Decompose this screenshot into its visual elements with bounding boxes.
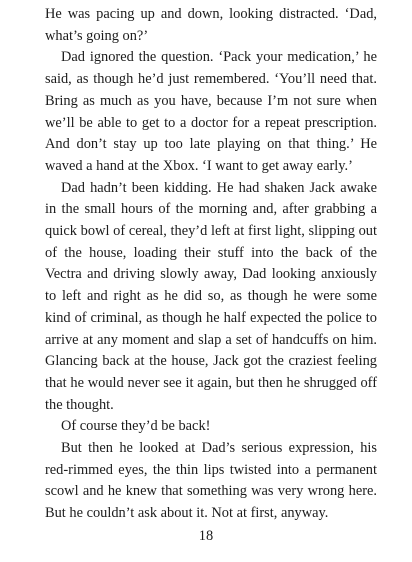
body-text [45,4,377,525]
paragraph: Dad ignored the question. ‘Pack your medication,’ he said, as though he’d just remembered. ‘You’ll need that. Bring as much as you have, because I’m not sure when we’ll be able to get to a doctor for a repeat prescription. And don’t stay up too late playing on that thing.’ He waved a hand at the Xbox. ‘I want to get away early.’ [45,49,377,174]
paragraph: Of course they’d be back! [61,418,211,435]
page-number: 18 [198,528,214,544]
paragraph: He was pacing up and down, looking distracted. ‘Dad, what’s going on?’ [45,6,377,44]
paragraph: Dad hadn’t been kidding. He had shaken Jack awake in the small hours of the morning and, after grabbing a quick bowl of cereal, they’d left at first light, slipping out of the house, loading their stuff into the back of the Vectra and driving slowly away, Dad looking anxiously to left and right as he did so, as though he were some kind of criminal, as though he half expected the police to arrive at any moment and slap a set of handcuffs on him. Glancing back at the house, Jack got the craziest feeling that he would never see it again, but then he shrugged off the thought. [45,179,377,413]
paragraph: But then he looked at Dad’s serious expression, his red-rimmed eyes, the thin lips twisted into a permanent scowl and he knew that something was very wrong here. But he couldn’t ask about it. Not at first, anyway. [45,440,377,522]
